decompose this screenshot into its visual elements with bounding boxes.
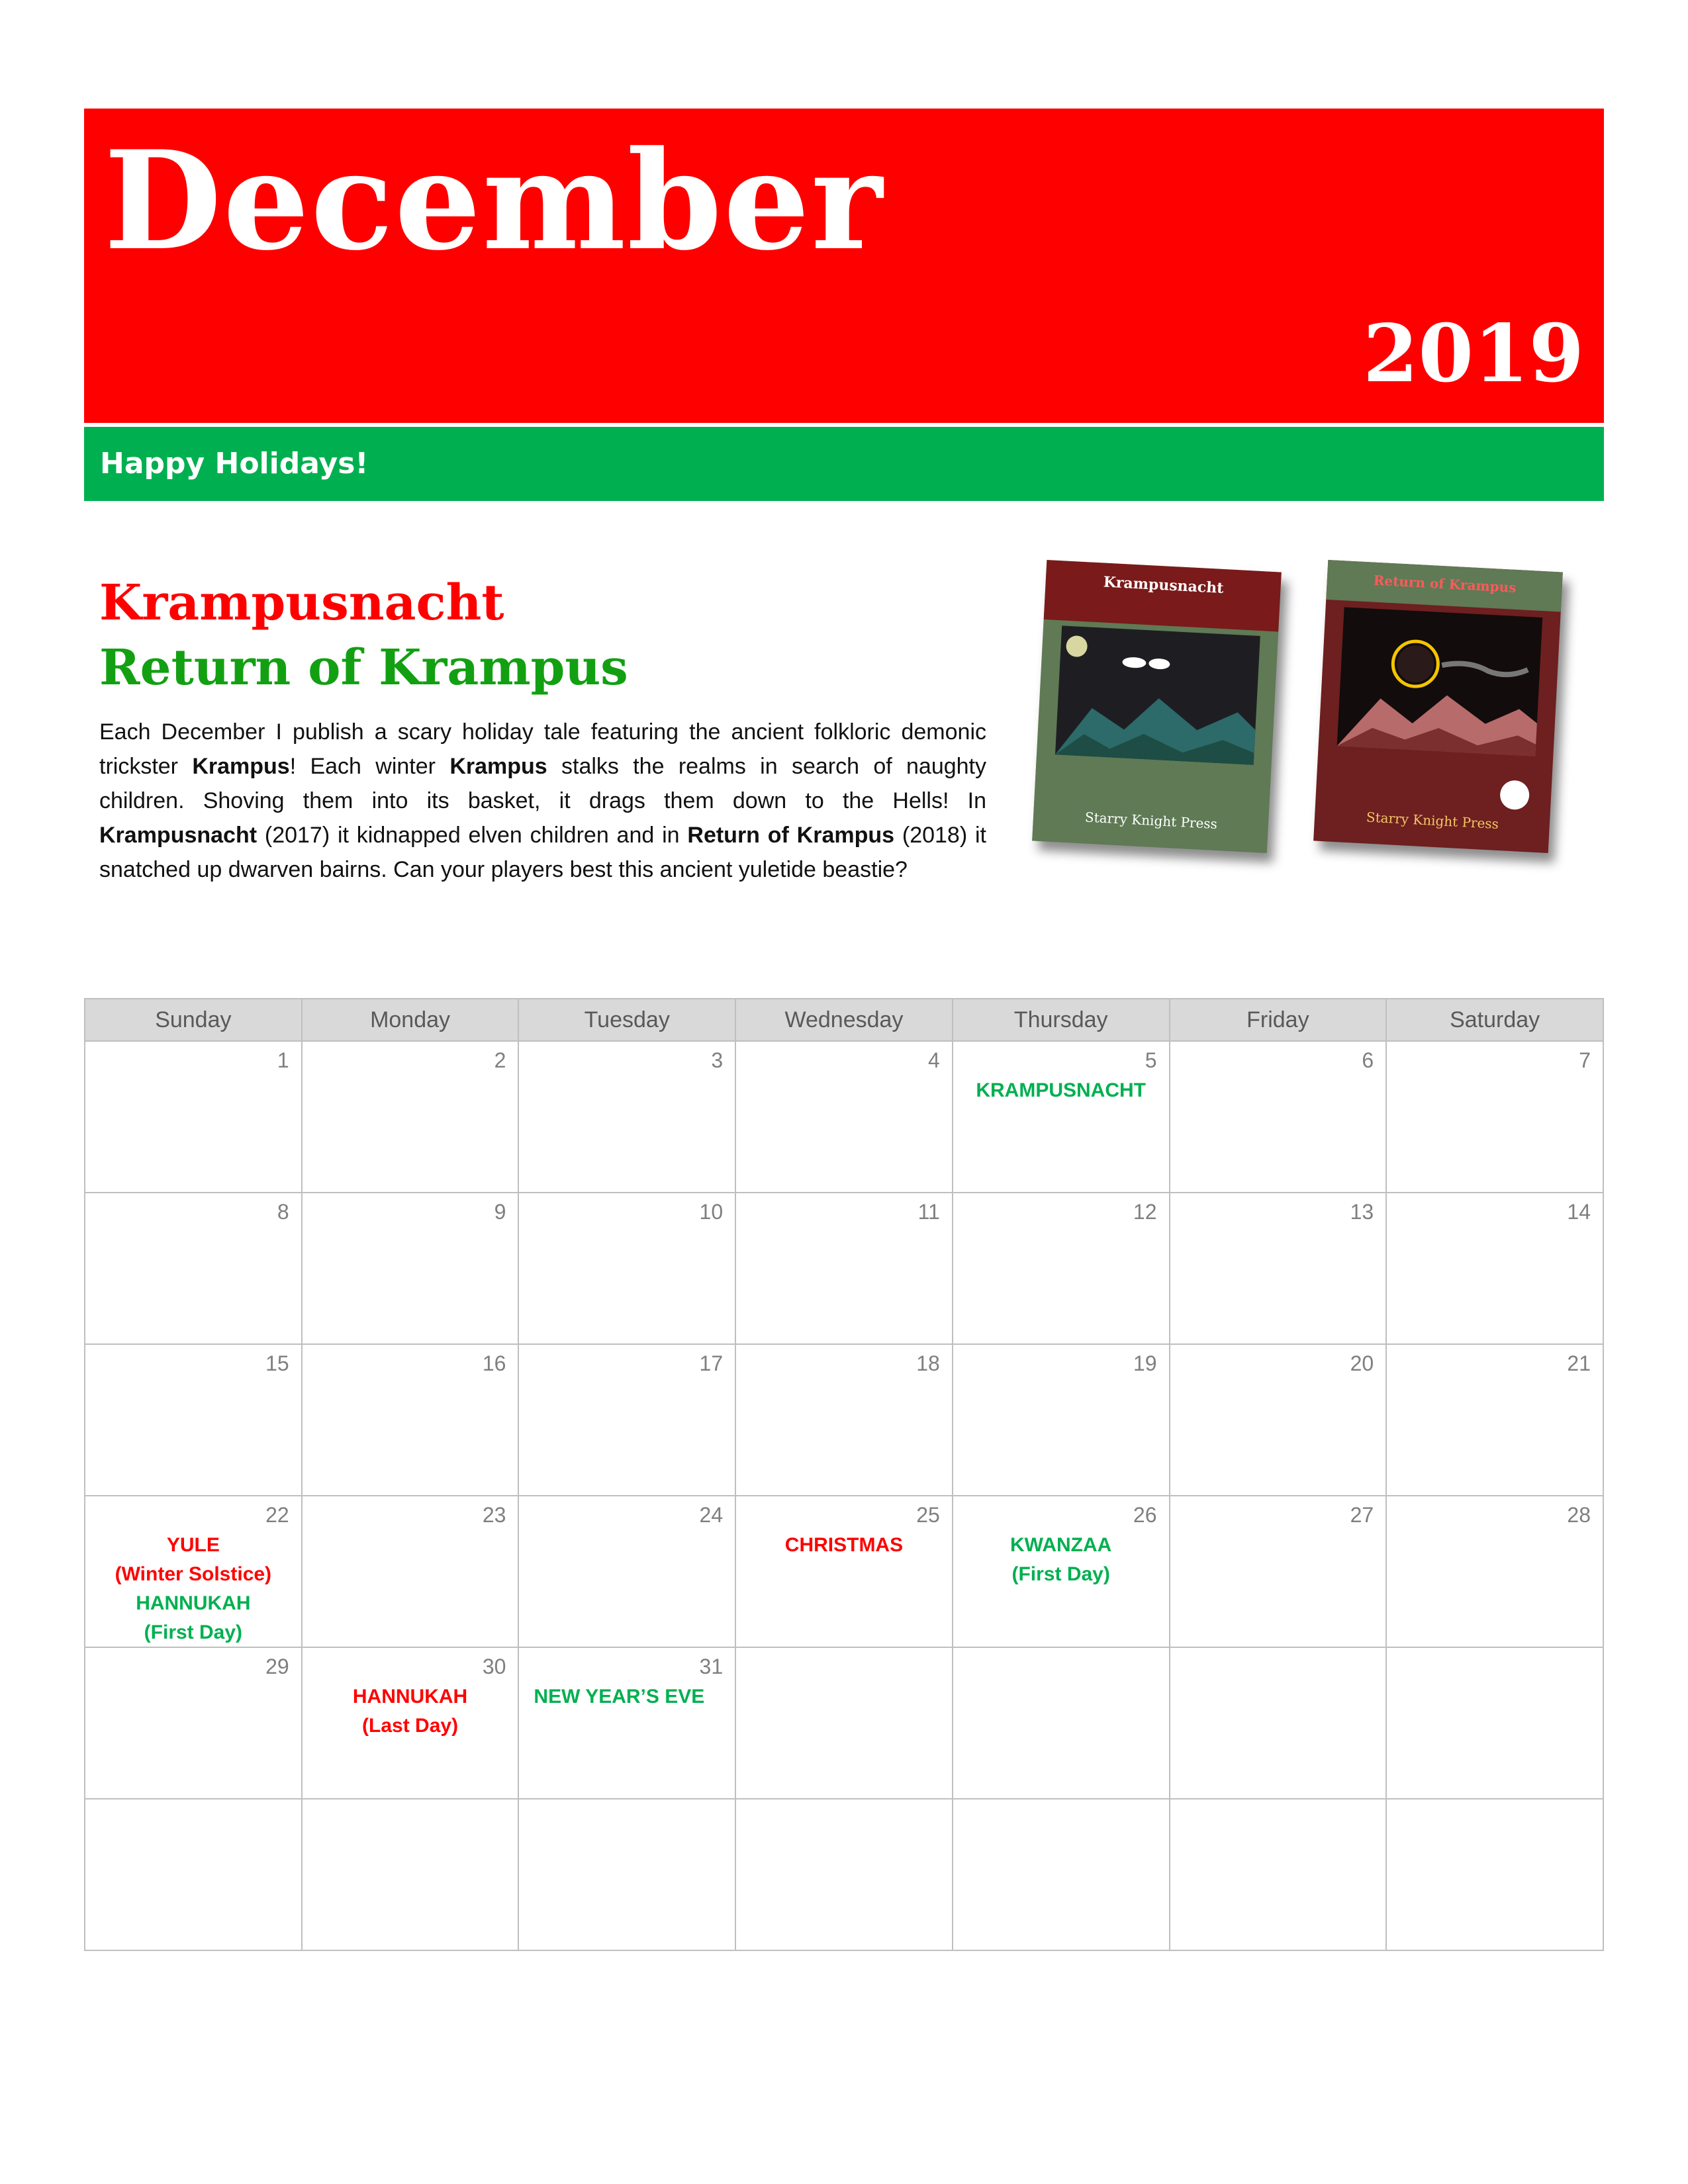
calendar-day-cell [85, 1344, 302, 1496]
calendar-week-row [85, 1041, 1603, 1193]
calendar-day-cell [953, 1496, 1170, 1647]
day-number: 11 [917, 1200, 940, 1224]
calendar-day-cell [735, 1041, 953, 1193]
desc-text: (2017) it kidnapped elven children and in [257, 823, 688, 848]
desc-text: (2018) it snatched up dwarven bairns. Can your players best this ancient yuletide beastie? [99, 823, 986, 882]
day-number: 5 [1145, 1048, 1157, 1072]
day-events [519, 1682, 735, 1711]
day-number: 17 [699, 1351, 724, 1375]
calendar-day-cell [1386, 1496, 1603, 1647]
calendar-day-cell [953, 1041, 1170, 1193]
calendar-day-cell [518, 1193, 735, 1344]
day-number: 13 [1350, 1200, 1374, 1224]
calendar-day-cell [518, 1496, 735, 1647]
day-number: 27 [1350, 1503, 1374, 1527]
day-number: 8 [277, 1200, 289, 1224]
holiday-event: (First Day) [144, 1621, 243, 1643]
day-number: 12 [1133, 1200, 1157, 1224]
weekday-thursday: Thursday [953, 999, 1170, 1041]
calendar-day-cell [518, 1041, 735, 1193]
day-number: 9 [494, 1200, 506, 1224]
day-number: 3 [711, 1048, 724, 1072]
day-number: 28 [1567, 1503, 1591, 1527]
calendar-day-cell [85, 1647, 302, 1799]
day-number: 26 [1133, 1503, 1157, 1527]
desc-bold: Return of Krampus [687, 823, 895, 848]
calendar-day-cell [302, 1799, 519, 1950]
calendar-day-cell [1170, 1344, 1387, 1496]
holiday-event: CHRISTMAS [784, 1534, 904, 1556]
weekday-monday: Monday [302, 999, 519, 1041]
calendar-day-cell [735, 1193, 953, 1344]
calendar-day-cell [85, 1193, 302, 1344]
weekday-wednesday: Wednesday [735, 999, 953, 1041]
weekday-friday: Friday [1170, 999, 1387, 1041]
calendar-day-cell [302, 1193, 519, 1344]
day-number: 31 [699, 1655, 724, 1678]
day-number: 30 [482, 1655, 506, 1678]
day-events [303, 1682, 518, 1741]
day-number: 22 [265, 1503, 289, 1527]
weekday-tuesday: Tuesday [518, 999, 735, 1041]
day-number: 23 [482, 1503, 506, 1527]
calendar-day-cell [1170, 1041, 1387, 1193]
day-number: 14 [1567, 1200, 1591, 1224]
calendar-day-cell [302, 1496, 519, 1647]
calendar-day-cell [735, 1799, 953, 1950]
holiday-event: YULE [166, 1534, 220, 1556]
calendar-body [85, 1041, 1603, 1950]
calendar-week-row [85, 1193, 1603, 1344]
day-number: 19 [1133, 1351, 1157, 1375]
calendar-day-cell [953, 1799, 1170, 1950]
weekday-saturday: Saturday [1386, 999, 1603, 1041]
holiday-event: (Last Day) [362, 1715, 459, 1737]
month-title: December [104, 122, 884, 281]
day-number: 29 [265, 1655, 289, 1678]
calendar-day-cell [518, 1647, 735, 1799]
desc-bold: Krampus [449, 754, 547, 779]
header-banner [84, 109, 1604, 423]
day-events [736, 1531, 952, 1560]
calendar-day-cell [735, 1647, 953, 1799]
year-title: 2019 [1363, 307, 1584, 400]
holiday-event: KWANZAA [1010, 1534, 1112, 1556]
holiday-event: (Winter Solstice) [115, 1563, 272, 1585]
calendar-week-row [85, 1647, 1603, 1799]
calendar-day-cell [1386, 1041, 1603, 1193]
day-events [953, 1076, 1169, 1105]
calendar-day-cell [85, 1041, 302, 1193]
calendar-week-row [85, 1799, 1603, 1950]
day-number: 15 [265, 1351, 289, 1375]
cover-title: Return of Krampus [1373, 572, 1517, 596]
calendar-day-cell [1386, 1647, 1603, 1799]
calendar-day-cell [85, 1496, 302, 1647]
calendar-day-cell [953, 1344, 1170, 1496]
day-number: 10 [699, 1200, 724, 1224]
promo-description [99, 715, 986, 887]
day-number: 25 [916, 1503, 940, 1527]
calendar-day-cell [302, 1344, 519, 1496]
day-number: 16 [482, 1351, 506, 1375]
desc-bold: Krampusnacht [99, 823, 258, 848]
day-number: 18 [916, 1351, 940, 1375]
desc-text: ! Each winter [289, 754, 450, 779]
day-number: 7 [1579, 1048, 1591, 1072]
calendar-day-cell [1386, 1799, 1603, 1950]
calendar-day-cell [1170, 1799, 1387, 1950]
cover-art [1032, 560, 1282, 853]
calendar-day-cell [1170, 1496, 1387, 1647]
calendar-day-cell [518, 1799, 735, 1950]
day-number: 6 [1362, 1048, 1374, 1072]
weekday-header-row [85, 999, 1603, 1041]
desc-text: stalks the realms in search of naughty children. Shoving them into its basket, it drags them down to the Hells! In [99, 754, 986, 813]
book-cover-return-of-krampus [1313, 560, 1563, 853]
holiday-event: HANNUKAH [352, 1686, 468, 1707]
day-number: 20 [1350, 1351, 1374, 1375]
book-cover-krampusnacht [1032, 560, 1282, 853]
holiday-event: KRAMPUSNACHT [976, 1079, 1146, 1101]
calendar-day-cell [302, 1041, 519, 1193]
day-events [953, 1531, 1169, 1589]
greeting-text: Happy Holidays! [100, 447, 369, 480]
cover-publisher: Starry Knight Press [1084, 809, 1218, 833]
day-number: 21 [1567, 1351, 1591, 1375]
calendar-week-row [85, 1344, 1603, 1496]
calendar-day-cell [735, 1496, 953, 1647]
calendar-grid [84, 998, 1604, 1951]
promo-title-return-of-krampus: Return of Krampus [99, 639, 628, 696]
desc-bold: Krampus [192, 754, 290, 779]
holiday-event: (First Day) [1011, 1563, 1110, 1585]
day-number: 2 [494, 1048, 506, 1072]
promo-title-krampusnacht: Krampusnacht [99, 574, 504, 631]
greeting-bar [84, 427, 1604, 501]
calendar-day-cell [85, 1799, 302, 1950]
holiday-event: HANNUKAH [136, 1592, 251, 1614]
holiday-event: NEW YEAR’S EVE [534, 1686, 705, 1707]
cover-art [1313, 560, 1563, 853]
calendar-day-cell [1170, 1647, 1387, 1799]
day-number: 24 [699, 1503, 724, 1527]
cover-publisher: Starry Knight Press [1366, 809, 1499, 833]
calendar-day-cell [953, 1193, 1170, 1344]
calendar-day-cell [302, 1647, 519, 1799]
day-number: 1 [277, 1048, 289, 1072]
cover-title: Krampusnacht [1103, 573, 1225, 598]
day-number: 4 [928, 1048, 940, 1072]
calendar-week-row [85, 1496, 1603, 1647]
day-events [85, 1531, 301, 1647]
desc-text: Each December I publish a scary holiday tale featuring the ancient folkloric demonic trickster [99, 719, 986, 779]
weekday-sunday: Sunday [85, 999, 302, 1041]
calendar-day-cell [518, 1344, 735, 1496]
calendar-day-cell [1170, 1193, 1387, 1344]
calendar-day-cell [953, 1647, 1170, 1799]
calendar-day-cell [1386, 1344, 1603, 1496]
calendar-day-cell [1386, 1193, 1603, 1344]
calendar-day-cell [735, 1344, 953, 1496]
